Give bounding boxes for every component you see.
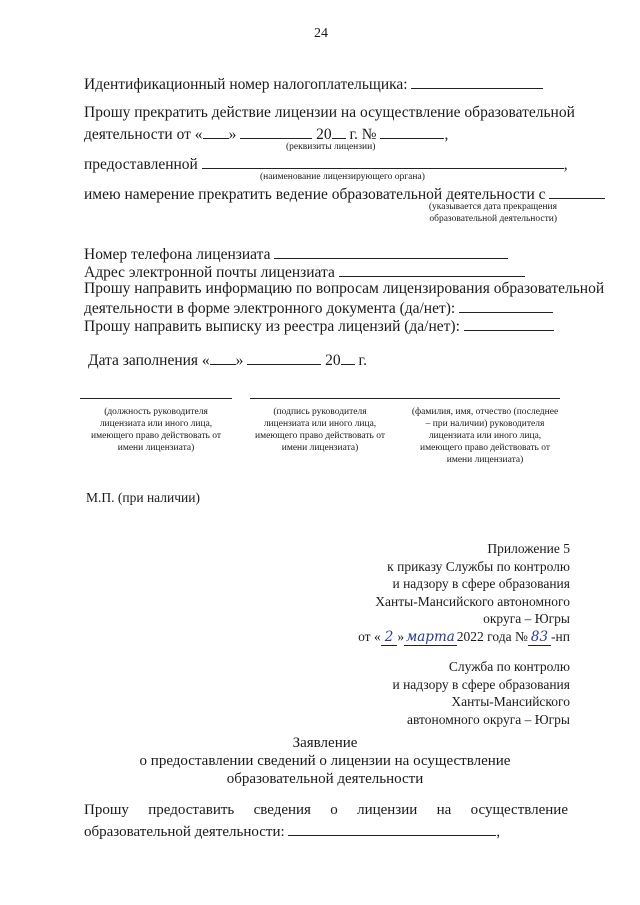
- edoc-yesno-field[interactable]: [459, 298, 553, 313]
- stamp-label: М.П. (при наличии): [86, 490, 200, 505]
- appendix-block: [300, 540, 570, 647]
- fill-date-open: Дата заполнения «: [88, 352, 210, 369]
- appendix-line-2: к приказу Службы по контролю: [387, 558, 570, 574]
- addressee-line-3: Ханты-Мансийского: [451, 694, 570, 710]
- fill-date-line: [88, 350, 367, 370]
- appendix-line-5: округа – Югры: [483, 611, 570, 627]
- title-line-1: Заявление: [292, 735, 358, 751]
- appendix-day-handwritten: 2: [381, 629, 398, 646]
- email-line: [84, 262, 525, 282]
- fill-year-prefix: 20: [325, 352, 341, 369]
- addressee-line-4: автономного округа – Югры: [407, 711, 570, 727]
- stop-year-prefix: 20: [316, 126, 332, 143]
- appendix-date-close: »: [397, 628, 405, 644]
- request-field[interactable]: [288, 821, 496, 836]
- fill-date-close: »: [235, 352, 244, 369]
- email-label: Адрес электронной почты лицензиата: [84, 264, 335, 281]
- appendix-line-3: и надзору в сфере образования: [392, 576, 570, 592]
- stop-activity-date-field[interactable]: [549, 184, 605, 199]
- intend-label: имею намерение прекратить ведение образовательной деятельности с: [84, 186, 546, 203]
- phone-label: Номер телефона лицензиата: [84, 246, 271, 263]
- stop-line-1: Прошу прекратить действие лицензии на осуществление образовательной: [84, 104, 575, 121]
- appendix-month-handwritten: марта: [406, 628, 455, 645]
- organ-caption: (наименование лицензирующего органа): [260, 172, 425, 182]
- position-caption: (должность руководителя лицензиата или иного лица, имеющего право действовать от имени лицензиата): [91, 407, 221, 453]
- inn-field[interactable]: [411, 74, 543, 89]
- date-caption-1: (указывается дата прекращения: [428, 202, 557, 212]
- phone-field[interactable]: [274, 244, 508, 259]
- stop-line-comma: ,: [444, 126, 449, 143]
- appendix-date-line: [300, 628, 570, 647]
- licensing-body-field[interactable]: [202, 154, 564, 169]
- fill-day-field[interactable]: [210, 350, 236, 365]
- edoc-line-2: [84, 298, 553, 318]
- appendix-title: Приложение 5: [487, 541, 570, 556]
- document-title: [0, 734, 640, 788]
- fill-month-field[interactable]: [247, 350, 321, 365]
- stop-date-open: деятельности от «: [84, 126, 203, 143]
- signature-line[interactable]: [250, 398, 560, 399]
- phone-line: [84, 244, 508, 264]
- provided-comma: ,: [563, 156, 568, 173]
- appendix-line-4: Ханты-Мансийского автономного: [375, 593, 570, 609]
- stop-day-field[interactable]: [203, 124, 229, 139]
- signature-caption: (подпись руководителя лицензиата или иного лица, имеющего право действовать от имени лицензиата): [255, 407, 385, 453]
- provided-label: предоставленной: [84, 156, 198, 173]
- fill-year-field[interactable]: [341, 350, 355, 365]
- stop-year-field[interactable]: [332, 124, 346, 139]
- stop-month-field[interactable]: [240, 124, 312, 139]
- page-number: 24: [314, 26, 328, 41]
- request-line-2: [84, 821, 500, 841]
- appendix-date-open: от «: [358, 628, 381, 644]
- extract-line: [84, 316, 554, 336]
- request-comma: ,: [496, 824, 501, 840]
- title-line-3: образовательной деятельности: [226, 771, 424, 787]
- stop-date-close: »: [228, 126, 237, 143]
- inn-label: Идентификационный номер налогоплательщика:: [84, 76, 408, 93]
- edoc-label: деятельности в форме электронного документа (да/нет):: [84, 300, 456, 317]
- appendix-year: 2022 года №: [456, 628, 528, 644]
- license-number-field[interactable]: [380, 124, 444, 139]
- title-line-2: о предоставлении сведений о лицензии на осуществление: [139, 753, 511, 769]
- request-line-1: Прошу предоставить сведения о лицензии на осуществление: [84, 802, 568, 818]
- stop-number-label: г. №: [349, 126, 377, 143]
- email-field[interactable]: [339, 262, 525, 277]
- appendix-number-handwritten: 83: [528, 629, 551, 646]
- appendix-number-suffix: -нп: [551, 628, 570, 644]
- edoc-line-1: Прошу направить информацию по вопросам лицензирования образовательной: [84, 280, 605, 297]
- extract-label: Прошу направить выписку из реестра лицензий (да/нет):: [84, 318, 460, 335]
- addressee-line-2: и надзору в сфере образования: [392, 676, 570, 692]
- request-label: образовательной деятельности:: [84, 824, 285, 840]
- addressee-block: [300, 658, 570, 728]
- addressee-line-1: Служба по контролю: [448, 659, 570, 674]
- rekv-caption: (реквизиты лицензии): [286, 142, 376, 152]
- fullname-caption: (фамилия, имя, отчество (последнее – при наличии) руководителя лицензиата или иного лица, имеющего право действовать от имени лицензиата): [411, 407, 559, 465]
- extract-yesno-field[interactable]: [464, 316, 554, 331]
- position-signature-line[interactable]: [80, 398, 232, 399]
- inn-line: [84, 74, 543, 94]
- stop-line-2: [84, 124, 448, 144]
- date-caption-2: образовательной деятельности): [429, 214, 557, 224]
- fill-year-suffix: г.: [358, 352, 368, 369]
